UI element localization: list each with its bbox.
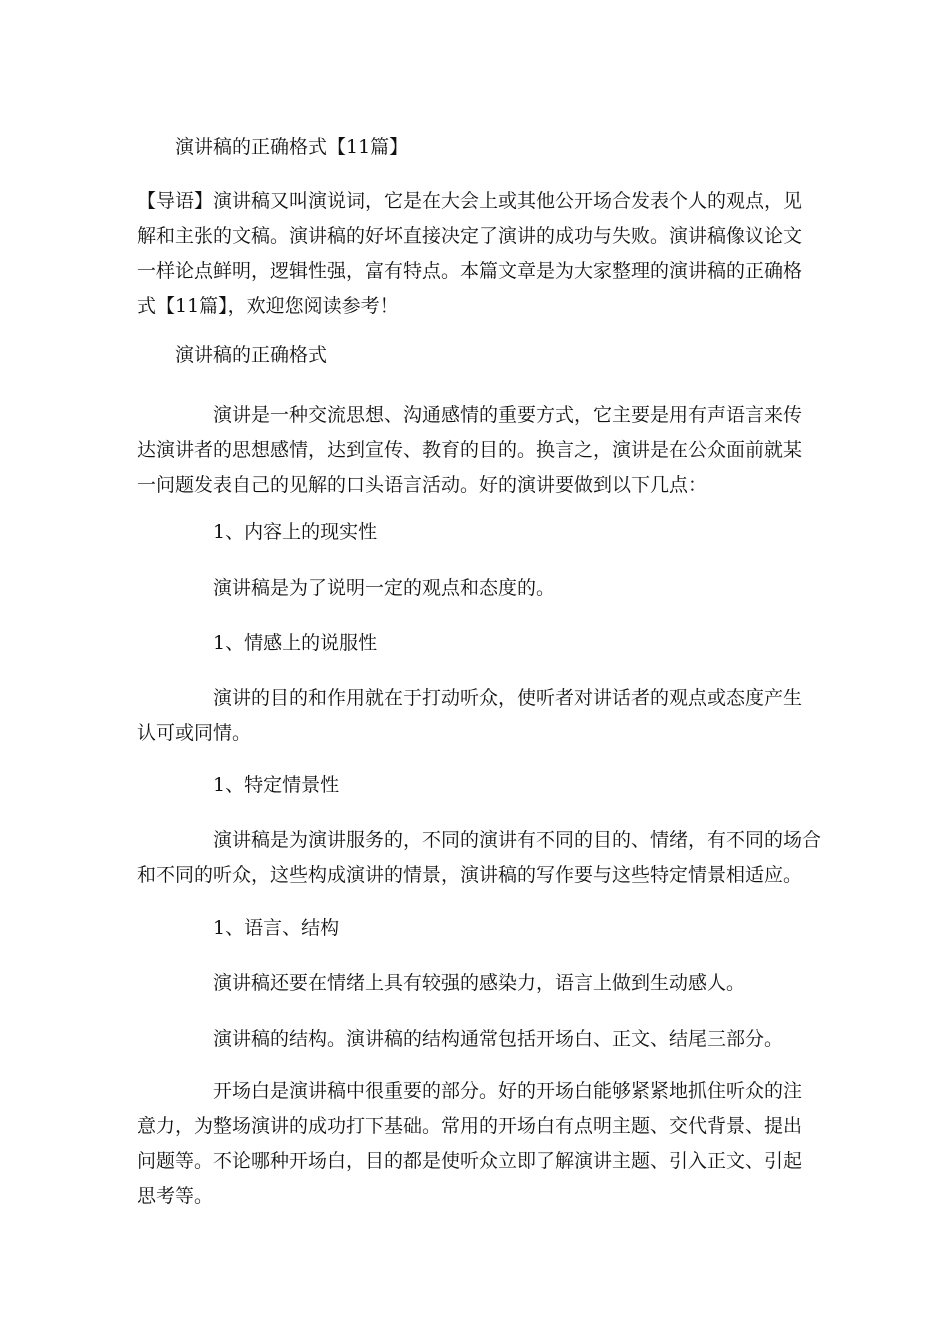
- body-paragraph-3: 演讲的目的和作用就在于打动听众，使听者对讲话者的观点或态度产生认可或同情。: [137, 687, 803, 744]
- section-title: 演讲稿的正确格式: [175, 344, 328, 366]
- body-paragraph-1: 演讲是一种交流思想、沟通感情的重要方式，它主要是用有声语言来传达演讲者的思想感情，达到宣传、教育的目的。换言之，演讲是在公众面前就某一问题发表自己的见解的口头语言活动。好的演讲要做到以下几点：: [137, 404, 803, 496]
- point-heading-3: 1、特定情景性: [213, 774, 340, 796]
- body-paragraph-7: 开场白是演讲稿中很重要的部分。好的开场白能够紧紧地抓住听众的注意力，为整场演讲的成功打下基础。常用的开场白有点明主题、交代背景、提出问题等。不论哪种开场白，目的都是使听众立即了解演讲主题、引入正文、引起思考等。: [137, 1080, 803, 1207]
- body-paragraph-2: 演讲稿是为了说明一定的观点和态度的。: [213, 577, 556, 599]
- point-heading-2: 1、情感上的说服性: [213, 632, 378, 654]
- point-heading-1: 1、内容上的现实性: [213, 521, 378, 543]
- body-paragraph-4: 演讲稿是为演讲服务的，不同的演讲有不同的目的、情绪，有不同的场合和不同的听众，这些构成演讲的情景，演讲稿的写作要与这些特定情景相适应。: [137, 829, 822, 886]
- point-heading-4: 1、语言、结构: [213, 917, 340, 939]
- body-paragraph-5: 演讲稿还要在情绪上具有较强的感染力，语言上做到生动感人。: [213, 972, 746, 994]
- intro-paragraph: 【导语】演讲稿又叫演说词，它是在大会上或其他公开场合发表个人的观点，见解和主张的文稿。演讲稿的好坏直接决定了演讲的成功与失败。演讲稿像议论文一样论点鲜明，逻辑性强，富有特点。本篇文章是为大家整理的演讲稿的正确格式【11篇】，欢迎您阅读参考！: [137, 190, 803, 317]
- body-paragraph-6: 演讲稿的结构。演讲稿的结构通常包括开场白、正文、结尾三部分。: [213, 1028, 784, 1050]
- document-title: 演讲稿的正确格式【11篇】: [175, 136, 409, 158]
